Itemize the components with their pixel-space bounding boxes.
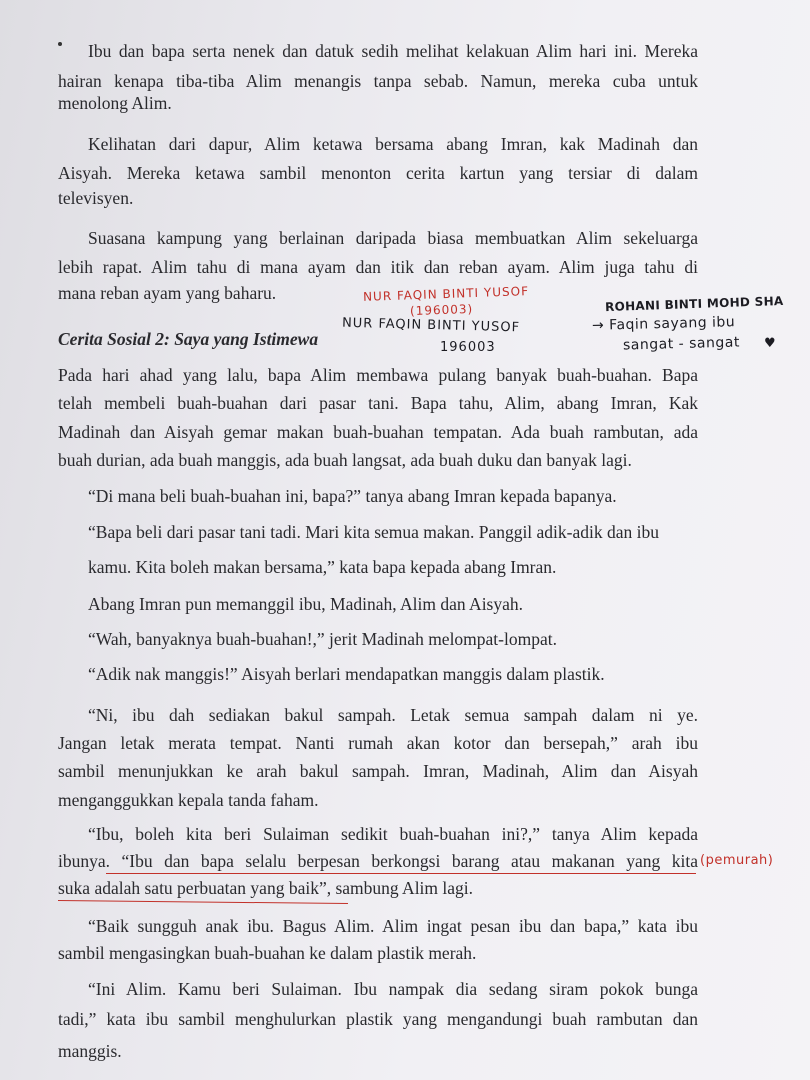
text-line: Ibu dan bapa serta nenek dan datuk sedih melihat kelakuan Alim hari ini. Mereka xyxy=(88,41,698,61)
text-line: Suasana kampung yang berlainan daripada biasa membuatkan Alim sekeluarga xyxy=(88,228,698,248)
text-line: Kelihatan dari dapur, Alim ketawa bersama abang Imran, kak Madinah dan xyxy=(88,134,698,154)
text-line: “Di mana beli buah-buahan ini, bapa?” tanya abang Imran kepada bapanya. xyxy=(88,486,617,506)
text-line: telah membeli buah-buahan dari pasar tani. Bapa tahu, Alim, abang Imran, Kak xyxy=(58,393,698,413)
handwritten-note-line2: sangat - sangat xyxy=(622,334,741,354)
text-line: “Wah, banyaknya buah-buahan!,” jerit Madinah melompat-lompat. xyxy=(88,629,557,649)
handwritten-note-line1: → Faqin sayang ibu xyxy=(591,314,736,334)
text-line: Abang Imran pun memanggil ibu, Madinah, Alim dan Aisyah. xyxy=(88,594,524,614)
text-line: suka adalah satu perbuatan yang baik”, sambung Alim lagi. xyxy=(58,878,474,898)
text-line: Aisyah. Mereka ketawa sambil menonton cerita kartun yang tersiar di dalam xyxy=(58,163,698,183)
text-line: Jangan letak merata tempat. Nanti rumah akan kotor dan bersepah,” arah ibu xyxy=(58,733,698,753)
text-line: televisyen. xyxy=(58,188,134,208)
text-line: “Adik nak manggis!” Aisyah berlari mendapatkan manggis dalam plastik. xyxy=(88,664,605,684)
handwritten-id-red: (196003) xyxy=(409,301,474,319)
text-line: lebih rapat. Alim tahu di mana ayam dan itik dan reban ayam. Alim juga tahu di xyxy=(58,257,698,277)
red-underline xyxy=(58,900,348,904)
section-heading: Cerita Sosial 2: Saya yang Istimewa xyxy=(58,329,319,349)
bullet-mark xyxy=(58,42,62,46)
text-line: ibunya. “Ibu dan bapa selalu berpesan berkongsi barang atau makanan yang kita xyxy=(58,851,698,871)
heart-icon: ♥ xyxy=(764,336,777,351)
text-line: sambil mengasingkan buah-buahan ke dalam plastik merah. xyxy=(58,943,477,963)
handwritten-margin-note: (pemurah) xyxy=(700,853,774,868)
text-line: “Ini Alim. Kamu beri Sulaiman. Ibu nampak dia sedang siram pokok bunga xyxy=(88,979,698,999)
text-line: “Ni, ibu dah sediakan bakul sampah. Letak semua sampah dalam ni ye. xyxy=(88,705,698,725)
text-line: menganggukkan kepala tanda faham. xyxy=(58,790,319,810)
text-line: “Ibu, boleh kita beri Sulaiman sedikit buah-buahan ini?,” tanya Alim kepada xyxy=(88,824,698,844)
text-line: hairan kenapa tiba-tiba Alim menangis tanpa sebab. Namun, mereka cuba untuk xyxy=(58,71,698,91)
text-line: buah durian, ada buah manggis, ada buah langsat, ada buah duku dan banyak lagi. xyxy=(58,450,632,470)
text-line: sambil menunjukkan ke arah bakul sampah. Imran, Madinah, Alim dan Aisyah xyxy=(58,761,698,781)
text-line: Madinah dan Aisyah gemar makan buah-buahan tempatan. Ada buah rambutan, ada xyxy=(58,422,698,442)
text-line: mana reban ayam yang baharu. xyxy=(58,283,277,303)
text-line: “Bapa beli dari pasar tani tadi. Mari kita semua makan. Panggil adik-adik dan ibu xyxy=(88,522,660,542)
handwritten-name: NUR FAQIN BINTI YUSOF xyxy=(341,315,521,336)
text-line: menolong Alim. xyxy=(58,93,172,113)
red-underline xyxy=(106,873,696,874)
text-line: tadi,” kata ibu sambil menghulurkan plastik yang mengandungi buah rambutan dan xyxy=(58,1009,698,1029)
text-line: manggis. xyxy=(58,1041,122,1061)
handwritten-note-name: ROHANI BINTI MOHD SHA xyxy=(604,293,784,315)
handwritten-name-red: NUR FAQIN BINTI YUSOF xyxy=(362,284,530,304)
text-line: “Baik sungguh anak ibu. Bagus Alim. Alim ingat pesan ibu dan bapa,” kata ibu xyxy=(88,916,698,936)
text-line: kamu. Kita boleh makan bersama,” kata bapa kepada abang Imran. xyxy=(88,557,557,577)
text-line: Pada hari ahad yang lalu, bapa Alim membawa pulang banyak buah-buahan. Bapa xyxy=(58,365,698,385)
handwritten-id: 196003 xyxy=(440,340,496,355)
